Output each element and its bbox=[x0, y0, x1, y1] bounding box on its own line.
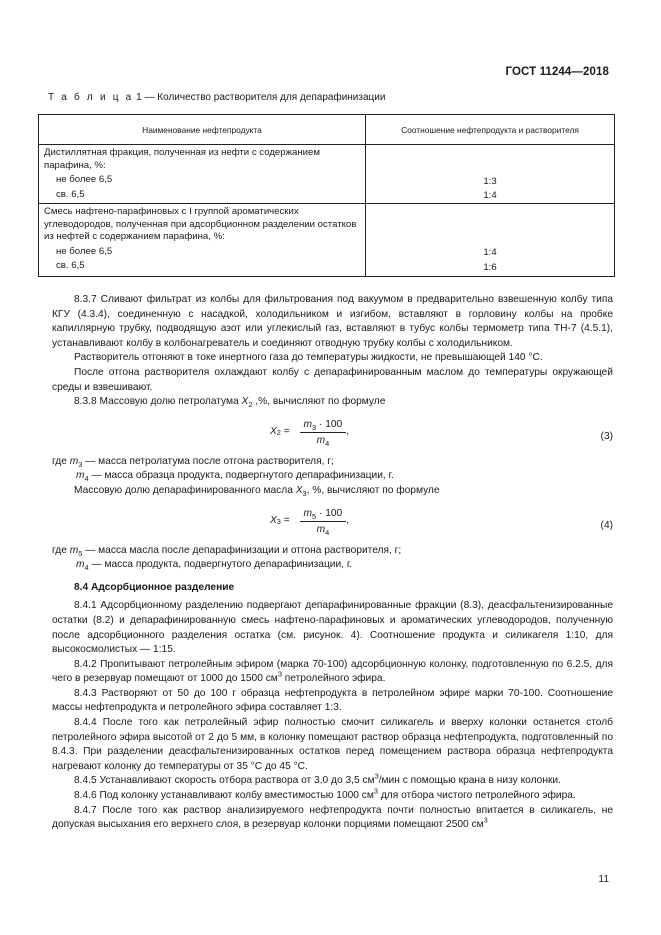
text-run: — масса масла после депарафинизации и отгона растворителя, г; bbox=[82, 544, 402, 556]
group-subrow bbox=[39, 244, 365, 259]
formula-number: (3) bbox=[600, 430, 613, 442]
variable: m bbox=[76, 470, 85, 482]
paragraph-8-4-6 bbox=[52, 786, 613, 804]
paragraph-oil bbox=[52, 484, 613, 499]
paragraph-8-3-8 bbox=[52, 395, 613, 410]
equals-sign: = bbox=[280, 426, 293, 438]
ratio-cell bbox=[366, 204, 615, 277]
where-line bbox=[52, 469, 613, 484]
section-heading-8-4: 8.4 Адсорбционное разделение bbox=[74, 581, 235, 593]
ratio-value: 1:4 bbox=[483, 190, 497, 202]
text-run: 8.4.6 Под колонку устанавливают колбу вместимостью 1000 см bbox=[74, 790, 374, 802]
text-run: петролейного эфира. bbox=[281, 673, 386, 685]
equals-sign: = bbox=[280, 515, 293, 527]
solvent-table bbox=[38, 114, 615, 277]
formula-3 bbox=[52, 412, 613, 454]
table-header-row bbox=[39, 115, 615, 145]
formula-4 bbox=[52, 501, 613, 543]
subscript: 5 bbox=[78, 548, 83, 558]
subscript: 3 bbox=[302, 488, 307, 498]
document-body bbox=[52, 293, 613, 833]
variable: m bbox=[303, 418, 313, 430]
subscript: 4 bbox=[325, 527, 330, 537]
ratio-cell bbox=[366, 145, 615, 204]
text-run: , %, вычисляют по формуле bbox=[306, 484, 440, 496]
table-group-row bbox=[39, 145, 615, 204]
variable: m bbox=[316, 523, 326, 535]
col-header-product: Наименование нефтепродукта bbox=[39, 115, 366, 145]
subrow-label: св. 6,5 bbox=[56, 188, 85, 200]
text-run: Массовую долю депарафинированного масла bbox=[74, 484, 296, 496]
variable: X bbox=[241, 396, 249, 408]
group-cell bbox=[39, 204, 366, 277]
table-caption-label: Т а б л и ц а bbox=[48, 92, 134, 103]
table-caption bbox=[48, 91, 385, 106]
paragraph-8-4-5 bbox=[52, 774, 613, 789]
numerator bbox=[300, 507, 347, 522]
numerator-rest: · 100 bbox=[316, 507, 343, 519]
ratio-values bbox=[366, 245, 614, 274]
cell-spacer bbox=[366, 145, 614, 174]
paragraph-8-3-7: 8.3.7 Сливают фильтрат из колбы для фильтрования под вакуумом в предварительно взвешенную колбу типа КГУ (4.3.4), соединенную с насадкой, холодильником и изгибом, вставляют в горловину колбы на пробке капиллярную трубку, подводящую азот или углекислый газ, вставляют в тубус колбы термометр типа ТН-7 (4.5.1), устанавливают колбу в колбонагреватель и соединяют отводную трубку колбы с холодильником. bbox=[52, 294, 613, 349]
variable: m bbox=[69, 455, 79, 467]
ratio-value: 1:6 bbox=[483, 261, 497, 273]
superscript: 3 bbox=[374, 772, 379, 782]
formula-lhs: X bbox=[270, 426, 277, 438]
paragraph-8-4-4: 8.4.4 После того как петролейный эфир полностью смочит силикагель и вверху колонки останется столб петролейного эфира высотой от 2 до 5 мм, в колонку помещают раствор образца нефтепродукта, подготовленный по 8.4.3. При разделении деасфальтенизированных остатков перед помещением раствора образца нефтепродукта нагревают колонку до температуры от 35 °С до 45 °С. bbox=[52, 717, 613, 772]
subscript: 3 bbox=[312, 422, 317, 432]
text-run: — масса образца продукта, подвергнутого депарафинизации, г. bbox=[88, 470, 394, 482]
text-run: — масса петролатума после отгона растворителя, г; bbox=[82, 455, 334, 467]
variable: X bbox=[295, 484, 303, 496]
formula-expression: X 2 = $\frac{m_3 \cdot 100}{m_4}$ , bbox=[270, 418, 350, 448]
subrow-label: не более 6,5 bbox=[56, 245, 113, 257]
formula-comma: , bbox=[346, 515, 350, 527]
text-run: где bbox=[52, 544, 70, 556]
subscript: 3 bbox=[78, 459, 83, 469]
formula-number: (4) bbox=[600, 519, 613, 531]
text-run: для отбора чистого петролейного эфира. bbox=[378, 790, 576, 802]
numerator bbox=[300, 418, 347, 433]
variable: m bbox=[303, 507, 313, 519]
subrow-label: св. 6,5 bbox=[56, 260, 85, 272]
paragraph-cool: После отгона растворителя охлаждают колбу с депарафинированным маслом до температуры окружающей среды и взвешивают. bbox=[52, 366, 613, 393]
paragraph-8-4-1: 8.4.1 Адсорбционному разделению подвергают депарафинированные фракции (8.3), деасфальтенизированные остатки (8.2) и депарафинированную смесь нафтено-парафиновых и ароматических углеводородов, полученную после адсорбционного разделения остатка (см. рисунок. 4). Соотношение продукта и силикагеля 1:10, для высокосмолистых — 1:15. bbox=[52, 600, 613, 656]
superscript: 3 bbox=[483, 815, 488, 825]
ratio-value: 1:4 bbox=[483, 247, 497, 259]
subscript: 2 bbox=[248, 400, 253, 410]
subscript: 4 bbox=[325, 438, 330, 448]
numerator-rest: · 100 bbox=[316, 418, 343, 430]
ratio-value: 1:3 bbox=[483, 175, 497, 187]
denominator bbox=[317, 433, 330, 448]
text-run: /мин с помощью крана в низу колонки. bbox=[378, 775, 561, 787]
col-header-ratio: Соотношение нефтепродукта и растворителя bbox=[366, 115, 615, 145]
formula-expression: X 3 = $\frac{m_5 \cdot 100}{m_4}$ , bbox=[270, 507, 350, 537]
paragraph-8-4-3: 8.4.3 Растворяют от 50 до 100 г образца нефтепродукта в петролейном эфире марки 70-100. Соотношение массы нефтепродукта и петролейного эфира составляет 1:3. bbox=[52, 687, 613, 714]
paragraph-8-4-2 bbox=[52, 658, 613, 687]
text-run: 8.4.2 Пропитывают петролейным эфиром (марка 70-100) адсорбционную колонку, подготовленную по 6.2.5, для чего в резервуар помещают от 1000 до 1500 см bbox=[52, 658, 613, 685]
group-title: Смесь нафтено-парафиновых с I группой ароматических углеводородов, полученная при адсорбционном разделении остатков из нефтей с содержанием парафина, %: bbox=[44, 206, 357, 243]
variable: m bbox=[69, 544, 79, 556]
text-run: — масса продукта, подвергнутого депарафинизации, г. bbox=[88, 559, 353, 571]
where-line bbox=[52, 455, 613, 470]
fraction bbox=[300, 418, 350, 448]
text-run: 8.4.5 Устанавливают скорость отбора раствора от 3,0 до 3,5 см bbox=[74, 775, 375, 787]
where-line bbox=[52, 544, 613, 559]
subrow-label: не более 6,5 bbox=[56, 174, 113, 186]
denominator bbox=[317, 522, 330, 537]
fraction bbox=[300, 507, 350, 537]
superscript: 3 bbox=[373, 786, 378, 796]
group-title: Дистиллятная фракция, полученная из нефти с содержанием парафина, %: bbox=[44, 147, 320, 171]
superscript: 3 bbox=[277, 669, 282, 679]
standard-code: ГОСТ 11244—2018 bbox=[505, 66, 609, 78]
paragraph-distill: Растворитель отгоняют в токе инертного газа до температуры жидкости, не превышающей 140 °С. bbox=[74, 352, 543, 364]
group-subrow bbox=[39, 258, 365, 273]
page-number: 11 bbox=[598, 874, 609, 885]
where-line bbox=[52, 558, 613, 573]
paragraph-8-4-7 bbox=[52, 804, 613, 833]
cell-spacer bbox=[366, 204, 614, 245]
subscript: 4 bbox=[84, 563, 89, 573]
ratio-values bbox=[366, 174, 614, 203]
group-cell bbox=[39, 145, 366, 204]
subscript: 5 bbox=[312, 511, 317, 521]
group-subrow bbox=[39, 172, 365, 187]
variable: m bbox=[316, 434, 326, 446]
text-run: 8.3.8 Массовую долю петролатума bbox=[74, 396, 242, 408]
table-group-row bbox=[39, 204, 615, 277]
variable: m bbox=[76, 559, 85, 571]
text-run: где bbox=[52, 455, 70, 467]
text-run: 8.4.7 После того как раствор анализируемого нефтепродукта почти полностью впитается в силикагель, не допуская высыхания его верхнего слоя, в резервуар колонки порциями помещают 2500 см bbox=[52, 804, 613, 831]
subscript: 4 bbox=[84, 474, 89, 484]
text-run: ,%, вычисляют по формуле bbox=[252, 396, 386, 408]
formula-comma: , bbox=[346, 426, 350, 438]
formula-lhs: X bbox=[270, 515, 277, 527]
group-subrow bbox=[39, 187, 365, 202]
table-caption-text: 1 — Количество растворителя для депарафинизации bbox=[133, 92, 386, 103]
